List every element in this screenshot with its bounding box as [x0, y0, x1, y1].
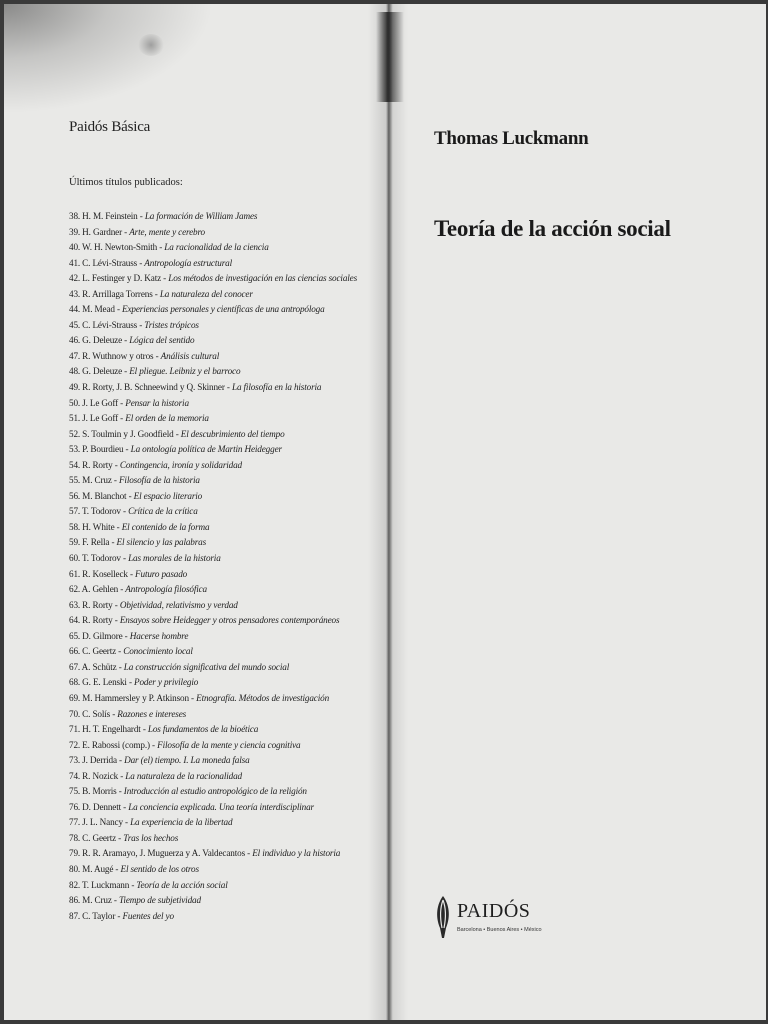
title-entry: 39. H. Gardner - [69, 226, 130, 237]
title-entry: 46. G. Deleuze - [69, 335, 130, 346]
title-entry: 79. R. R. Aramayo, J. Muguerza y A. Valdecantos - [69, 848, 253, 859]
title-entry: 71. H. T. Engelhardt - [69, 724, 148, 735]
title-work: La naturaleza del conocer [159, 288, 253, 299]
title-work: Tiempo de subjetividad [118, 895, 201, 906]
list-item [69, 551, 357, 567]
title-entry: 42. L. Festinger y D. Katz - [69, 273, 169, 284]
title-work: La conciencia explicada. Una teoría interdisciplinar [128, 801, 314, 812]
list-item [69, 411, 357, 427]
title-entry: 67. A. Schütz - [69, 661, 124, 672]
title-work: Etnografía. Métodos de investigación [196, 692, 330, 703]
title-entry: 65. D. Gilmore - [69, 630, 130, 641]
title-work: El individuo y la historia [252, 848, 341, 859]
title-entry: 48. G. Deleuze - [69, 366, 130, 377]
title-work: El sentido de los otros [120, 863, 199, 874]
list-item [69, 878, 357, 894]
list-item [69, 209, 357, 225]
list-item [69, 909, 357, 925]
title-entry: 61. R. Koselleck - [69, 568, 136, 579]
title-entry: 80. M. Augé - [69, 863, 121, 874]
list-item [69, 800, 357, 816]
published-titles-list [69, 209, 357, 924]
list-item [69, 427, 357, 443]
title-work: Hacerse hombre [129, 630, 189, 641]
title-entry: 40. W. H. Newton-Smith - [69, 242, 165, 253]
title-work: El silencio y las palabras [116, 537, 207, 548]
title-work: Análisis cultural [160, 350, 220, 361]
title-work: El descubrimiento del tiempo [180, 428, 285, 439]
title-work: La ontología política de Martin Heidegger [130, 444, 282, 455]
title-work: Futuro pasado [135, 568, 188, 579]
list-item [69, 691, 357, 707]
title-entry: 45. C. Lévi-Strauss - [69, 319, 145, 330]
list-item [69, 473, 357, 489]
book-title: Teoría de la acción social [434, 216, 671, 241]
title-work: Los fundamentos de la bioética [147, 724, 259, 735]
book-gutter-shadow [376, 12, 404, 102]
title-work: Experiencias personales y científicas de una antropóloga [122, 304, 325, 315]
title-entry: 60. T. Todorov - [69, 553, 129, 564]
list-item [69, 846, 357, 862]
list-item [69, 629, 357, 645]
title-entry: 75. B. Morris - [69, 786, 124, 797]
title-work: Objetividad, relativismo y verdad [119, 599, 238, 610]
list-item [69, 660, 357, 676]
title-entry: 74. R. Nozick - [69, 770, 126, 781]
title-entry: 47. R. Wuthnow y otros - [69, 350, 161, 361]
title-work: La experiencia de la libertad [130, 817, 233, 828]
list-item [69, 893, 357, 909]
list-item [69, 333, 357, 349]
title-entry: 69. M. Hammersley y P. Atkinson - [69, 692, 197, 703]
list-item [69, 598, 357, 614]
title-entry: 73. J. Derrida - [69, 755, 125, 766]
list-item [69, 458, 357, 474]
title-work: Tristes trópicos [144, 319, 199, 330]
title-entry: 76. D. Dennett - [69, 801, 129, 812]
title-work: Razones e intereses [117, 708, 187, 719]
title-work: La racionalidad de la ciencia [164, 242, 269, 253]
title-entry: 66. C. Geertz - [69, 646, 124, 657]
title-entry: 43. R. Arrillaga Torrens - [69, 288, 160, 299]
title-entry: 86. M. Cruz - [69, 895, 119, 906]
title-work: Pensar la historia [125, 397, 189, 408]
list-item [69, 613, 357, 629]
title-entry: 53. P. Bourdieu - [69, 444, 131, 455]
series-name: Paidós Básica [69, 119, 151, 135]
title-work: El espacio literario [133, 490, 203, 501]
title-entry: 50. J. Le Goff - [69, 397, 126, 408]
list-item [69, 442, 357, 458]
title-work: La naturaleza de la racionalidad [125, 770, 242, 781]
list-item [69, 722, 357, 738]
list-item [69, 567, 357, 583]
list-item [69, 862, 357, 878]
list-item [69, 815, 357, 831]
title-entry: 87. C. Taylor - [69, 910, 123, 921]
title-work: El contenido de la forma [121, 521, 210, 532]
title-entry: 55. M. Cruz - [69, 475, 119, 486]
scan-smudge [138, 34, 164, 56]
scanned-book-spread [4, 4, 766, 1020]
title-work: Antropología estructural [144, 257, 232, 268]
title-work: Filosofía de la mente y ciencia cognitiva [157, 739, 301, 750]
list-item [69, 271, 357, 287]
title-entry: 52. S. Toulmin y J. Goodfield - [69, 428, 181, 439]
list-item [69, 396, 357, 412]
title-work: La filosofía en la historia [231, 382, 322, 393]
title-entry: 54. R. Rorty - [69, 459, 120, 470]
title-work: Tras los hechos [123, 832, 179, 843]
title-entry: 44. M. Mead - [69, 304, 123, 315]
list-item [69, 225, 357, 241]
title-work: La formación de William James [144, 211, 258, 221]
title-entry: 82. T. Luckmann - [69, 879, 137, 890]
list-item [69, 318, 357, 334]
title-entry: 38. H. M. Feinstein - [69, 211, 145, 221]
title-entry: 72. E. Rabossi (comp.) - [69, 739, 158, 750]
list-item [69, 784, 357, 800]
title-entry: 63. R. Rorty - [69, 599, 120, 610]
title-entry: 57. T. Todorov - [69, 506, 129, 517]
list-item [69, 380, 357, 396]
publisher-name: PAIDÓS [457, 900, 531, 922]
list-item [69, 582, 357, 598]
list-item [69, 769, 357, 785]
title-work: Conocimiento local [123, 646, 193, 657]
list-item [69, 707, 357, 723]
title-entry: 51. J. Le Goff - [69, 413, 126, 424]
title-entry: 49. R. Rorty, J. B. Schneewind y Q. Skinner - [69, 382, 232, 393]
list-item [69, 675, 357, 691]
list-item [69, 831, 357, 847]
title-entry: 56. M. Blanchot - [69, 490, 134, 501]
title-work: El pliegue. Leibniz y el barroco [129, 366, 241, 377]
title-work: Filosofía de la historia [118, 475, 200, 486]
title-work: La construcción significativa del mundo social [123, 661, 290, 672]
title-work: Las morales de la historia [128, 553, 221, 564]
list-item [69, 349, 357, 365]
title-entry: 58. H. White - [69, 521, 122, 532]
title-entry: 64. R. Rorty - [69, 615, 120, 626]
scan-shadow [4, 4, 214, 114]
title-work: Arte, mente y cerebro [129, 226, 205, 237]
title-work: Introducción al estudio antropológico de la religión [123, 786, 307, 797]
title-work: El orden de la memoria [125, 413, 209, 424]
list-heading: Últimos títulos publicados: [69, 177, 183, 188]
paidos-logo-icon [432, 894, 454, 940]
title-work: Contingencia, ironía y solidaridad [119, 459, 243, 470]
title-work: Los métodos de investigación en las ciencias sociales [168, 273, 358, 284]
list-item [69, 535, 357, 551]
title-work: Dar (el) tiempo. I. La moneda falsa [124, 755, 250, 766]
list-item [69, 738, 357, 754]
list-item [69, 364, 357, 380]
title-work: Ensayos sobre Heidegger y otros pensadores contemporáneos [119, 615, 340, 626]
title-work: Poder y privilegio [134, 677, 199, 688]
list-item [69, 753, 357, 769]
title-entry: 68. G. E. Lenski - [69, 677, 135, 688]
list-item [69, 240, 357, 256]
title-entry: 77. J. L. Nancy - [69, 817, 131, 828]
book-gutter [368, 4, 408, 1020]
list-item [69, 644, 357, 660]
publisher-imprint [432, 892, 582, 942]
list-item [69, 256, 357, 272]
title-work: Fuentes del yo [122, 910, 174, 921]
title-entry: 59. F. Rella - [69, 537, 117, 548]
title-entry: 62. A. Gehlen - [69, 584, 126, 595]
title-entry: 70. C. Solís - [69, 708, 118, 719]
list-item [69, 287, 357, 303]
title-work: Crítica de la crítica [128, 506, 198, 517]
title-entry: 78. C. Geertz - [69, 832, 124, 843]
title-entry: 41. C. Lévi-Strauss - [69, 257, 145, 268]
title-work: Lógica del sentido [129, 335, 195, 346]
author-name: Thomas Luckmann [434, 128, 589, 149]
list-item [69, 504, 357, 520]
title-work: Teoría de la acción social [136, 879, 228, 890]
publisher-cities: Barcelona • Buenos Aires • México [457, 927, 542, 933]
title-work: Antropología filosófica [125, 584, 208, 595]
list-item [69, 302, 357, 318]
list-item [69, 520, 357, 536]
list-item [69, 489, 357, 505]
